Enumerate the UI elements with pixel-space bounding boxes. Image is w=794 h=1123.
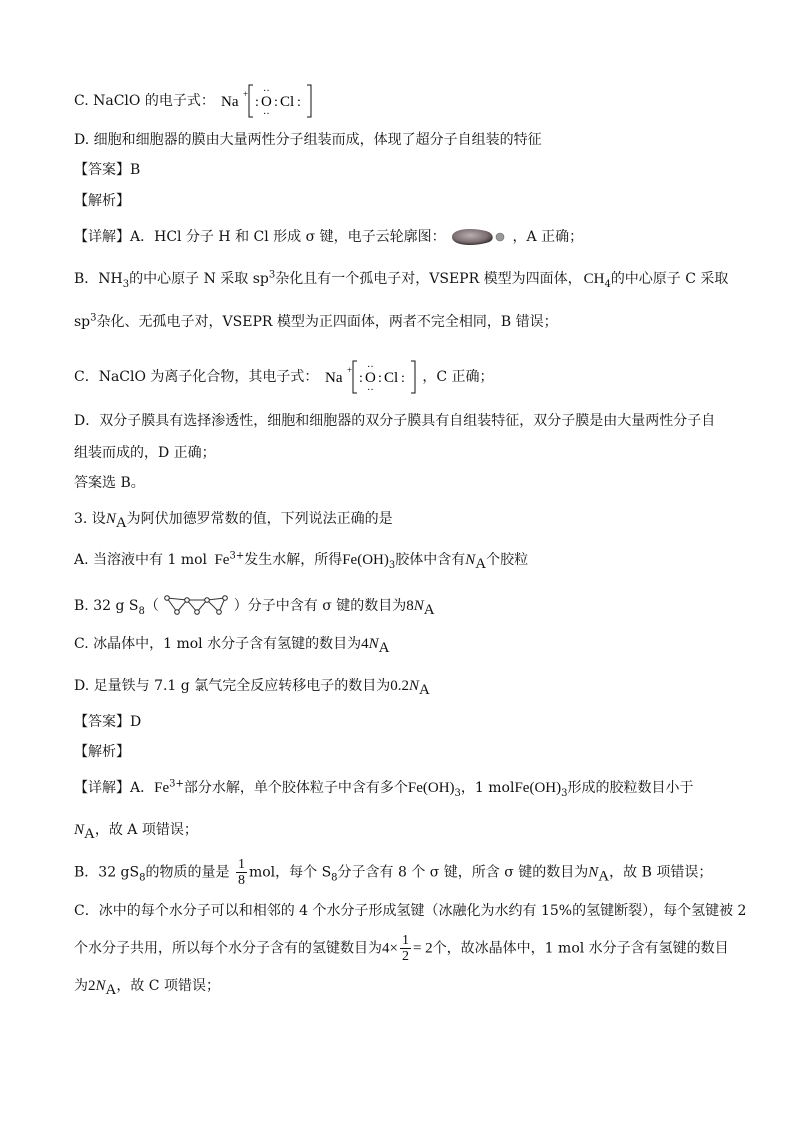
- explain-c-line: C．NaClO 为离子化合物，其电子式： Na + : O ·· ·· : Cl : ，C 正确；: [74, 358, 494, 396]
- explain-3b-line: B．32 $gS_8$的物质的量是 $\frac{1}{8}$ mol，每个 $S_8$分子含有 8 个 σ 键，所含 σ 键的数目为$N_A$，故 B 项错误；: [74, 857, 713, 888]
- naclo-electron-formula-icon: [219, 82, 314, 120]
- answer-label-2: 【答案】D: [74, 714, 142, 730]
- question-3-option-d: D. 足量铁与 7.1 g 氯气完全反应转移电子的数目为$0.2N_A$: [74, 678, 430, 698]
- explain-d-line-1: D．双分子膜具有选择渗透性，细胞和细胞器的双分子膜具有自组装特征，双分子膜是由大量两性分子自: [74, 413, 716, 429]
- question-3-option-b: B. 32 g $S_8$（ ）分子中含有 σ 键的数目为$8N_A$: [74, 592, 435, 620]
- naclo-electron-formula-2-icon: [323, 358, 418, 396]
- answer-label: 【答案】B: [74, 162, 141, 178]
- svg-text::: :: [358, 371, 363, 386]
- final-answer-line: 答案选 B。: [74, 475, 145, 491]
- ch4-formula: CH: [583, 271, 605, 287]
- fraction-one-eighth: $\frac{1}{8}$: [237, 857, 245, 888]
- explain-b-line-2: $sp^3$杂化、无孤电子对，VSEPR 模型为正四面体，两者不完全相同，B 错误；: [74, 312, 558, 330]
- svg-text:··: ··: [263, 109, 270, 120]
- question-3-stem: 3. 设$N_A$为阿伏加德罗常数的值，下列说法正确的是: [74, 511, 393, 531]
- svg-text:··: ··: [366, 385, 374, 396]
- fraction-one-half: $\frac{1}{2}$: [401, 933, 409, 964]
- svg-text:··: ··: [263, 86, 270, 97]
- cl-label: Cl: [280, 94, 295, 110]
- svg-text::: :: [255, 95, 260, 110]
- svg-text:Cl: Cl: [383, 370, 399, 386]
- explain-b-line-1: B．$NH_3$的中心原子 N 采取 $sp^3$杂化且有一个孤电子对，VSEPR 模型为四面体， $CH_4$的中心原子 C 采取: [74, 269, 729, 290]
- explain-3c-line-1: C．冰中的每个水分子可以和相邻的 4 个水分子形成氢键（冰融化为水约有 15%的氢键断裂），每个氢键被 2: [74, 903, 747, 919]
- analysis-label-2: 【解析】: [74, 744, 130, 760]
- o-label: O: [261, 94, 273, 110]
- electron-cloud-icon: [450, 226, 508, 248]
- svg-text::: :: [297, 95, 302, 110]
- svg-text:O: O: [364, 370, 376, 386]
- explain-3a-line-1: 【详解】A．$Fe^{3+}$部分水解，单个胶体粒子中含有多个$Fe(OH)_3$，1 $molFe(OH)_3$形成的胶粒数目小于: [74, 778, 694, 799]
- option-d-line: D. 细胞和细胞器的膜由大量两性分子组装而成，体现了超分子自组装的特征: [74, 132, 542, 148]
- explain-3c-line-3: 为$2N_A$，故 C 项错误；: [74, 978, 220, 998]
- svg-text:Na: Na: [324, 370, 343, 386]
- svg-text:··: ··: [366, 362, 374, 373]
- svg-text::: :: [274, 95, 279, 110]
- svg-text::: :: [377, 371, 382, 386]
- na-label: Na: [221, 94, 239, 110]
- svg-text:+: +: [346, 365, 352, 375]
- explain-d-line-2: 组装而成的，D 正确；: [74, 445, 216, 461]
- svg-text::: :: [400, 371, 405, 386]
- explain-a-line: 【详解】A．HCl 分子 H 和 Cl 形成 σ 键，电子云轮廓图： ，A 正确；: [74, 226, 583, 248]
- explain-3a-line-2: $N_A$，故 A 项错误；: [74, 822, 198, 842]
- analysis-label: 【解析】: [74, 193, 130, 209]
- plus-sign: +: [243, 89, 249, 99]
- explain-3c-line-2: 个水分子共用，所以每个水分子含有的氢键数目为4× $\frac{1}{2}$ = 2个，故冰晶体中，1 mol 水分子含有氢键的数目: [74, 933, 729, 964]
- s8-ring-icon: [163, 592, 229, 620]
- option-c-line: C. NaClO 的电子式： Na + : O ·· ·· : Cl :: [74, 82, 314, 120]
- question-3-option-a: A. 当溶液中有 1 mol $Fe^{3+}$发生水解，所得$Fe(OH)_3$胶体中含有$N_A$个胶粒: [74, 550, 529, 572]
- question-3-option-c: C. 冰晶体中，1 mol 水分子含有氢键的数目为$4N_A$: [74, 636, 390, 656]
